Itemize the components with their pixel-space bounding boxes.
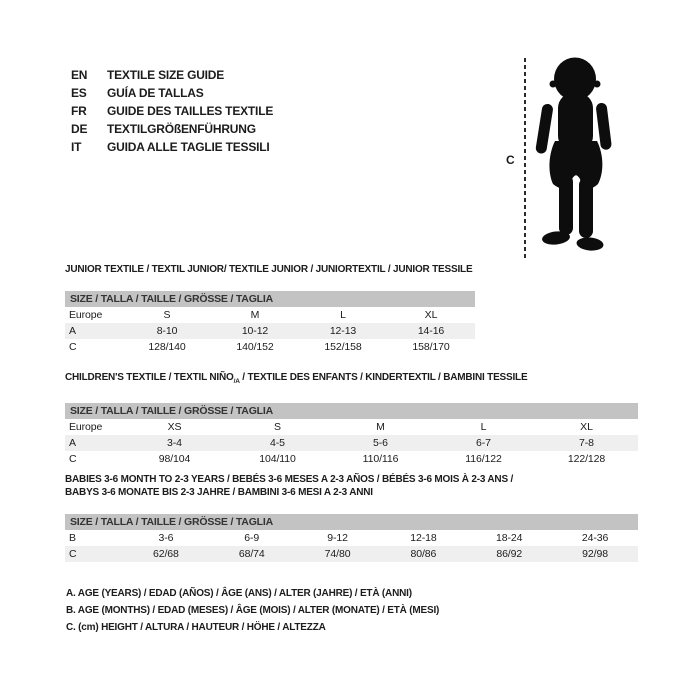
row-cell: 6-9 <box>244 532 260 544</box>
table-row <box>65 451 638 467</box>
row-cell: 74/80 <box>324 548 351 560</box>
size-header-bar: SIZE / TALLA / TAILLE / GRÖSSE / TAGLIA <box>65 291 475 307</box>
language-code: EN <box>71 68 88 82</box>
language-row <box>71 120 273 138</box>
row-cell: 122/128 <box>567 453 606 465</box>
language-label: TEXTILE SIZE GUIDE <box>107 68 225 82</box>
language-label: GUIDE DES TAILLES TEXTILE <box>107 104 274 118</box>
row-cell: XS <box>167 421 182 433</box>
table-row <box>65 530 638 546</box>
row-cell: 9-12 <box>327 532 348 544</box>
size-table-section <box>65 371 638 467</box>
row-cell: XL <box>580 421 593 433</box>
row-cell: S <box>163 309 171 321</box>
row-label: Europe <box>69 421 103 433</box>
row-cell: 12-18 <box>410 532 437 544</box>
language-code: ES <box>71 86 87 100</box>
language-code: IT <box>71 140 82 154</box>
language-row <box>71 84 273 102</box>
table-row <box>65 307 475 323</box>
baby-silhouette <box>531 57 619 253</box>
section-title-text: CHILDREN'S TEXTILE / TEXTIL NIÑO <box>65 372 234 383</box>
table-row <box>65 323 475 339</box>
language-row <box>71 102 273 120</box>
section-title <box>65 473 638 499</box>
language-row <box>71 138 273 156</box>
row-label: B <box>69 532 76 544</box>
row-cell: 86/92 <box>496 548 523 560</box>
table-row <box>65 419 638 435</box>
section-title-line <box>65 486 638 499</box>
language-label: GUIDA ALLE TAGLIE TESSILI <box>107 140 270 154</box>
row-cell: 110/116 <box>362 453 399 465</box>
language-code: FR <box>71 104 87 118</box>
language-code: DE <box>71 122 88 136</box>
row-cell: S <box>274 421 281 433</box>
row-label: C <box>69 453 77 465</box>
section-title-text: / TEXTILE DES ENFANTS / KINDERTEXTIL / BAMBINI TESSILE <box>239 372 528 383</box>
row-cell: L <box>480 421 487 433</box>
section-title-line <box>65 371 638 388</box>
row-label: Europe <box>69 309 103 321</box>
row-cell: 92/98 <box>582 548 608 560</box>
row-label: C <box>69 341 77 353</box>
language-list <box>71 66 273 156</box>
row-cell: 104/110 <box>259 453 296 465</box>
size-header-bar: SIZE / TALLA / TAILLE / GRÖSSE / TAGLIA <box>65 403 638 419</box>
language-label: GUÍA DE TALLAS <box>107 86 204 100</box>
row-cell: 116/122 <box>465 453 502 465</box>
row-cell: 68/74 <box>238 548 265 560</box>
row-cell: M <box>376 421 385 433</box>
language-row <box>71 66 273 84</box>
row-cell: 5-6 <box>373 437 388 449</box>
section-title-text: JUNIOR TEXTILE / TEXTIL JUNIOR/ TEXTILE JUNIOR / JUNIORTEXTIL / JUNIOR TESSILE <box>65 264 473 275</box>
row-cell: 3-6 <box>158 532 174 544</box>
row-cell: 12-13 <box>329 325 357 337</box>
note-line: C. (cm) HEIGHT / ALTURA / HAUTEUR / HÖHE / ALTEZZA <box>66 622 326 633</box>
size-table-section <box>65 473 638 562</box>
row-cell: 8-10 <box>156 325 178 337</box>
row-cell: 158/170 <box>412 341 450 353</box>
row-cell: 4-5 <box>270 437 285 449</box>
note-line: B. AGE (MONTHS) / EDAD (MESES) / ÂGE (MOIS) / ALTER (MONATE) / ETÀ (MESI) <box>66 605 440 616</box>
note-line: A. AGE (YEARS) / EDAD (AÑOS) / ÂGE (ANS) / ALTER (JAHRE) / ETÀ (ANNI) <box>66 588 412 599</box>
section-title-line <box>65 263 475 276</box>
row-cell: L <box>340 309 346 321</box>
size-header-bar: SIZE / TALLA / TAILLE / GRÖSSE / TAGLIA <box>65 514 638 530</box>
row-cell: 3-4 <box>167 437 182 449</box>
section-title-text: /A <box>233 378 240 385</box>
row-cell: 18-24 <box>496 532 523 544</box>
row-cell: 14-16 <box>417 325 445 337</box>
row-label: A <box>69 325 76 337</box>
section-title <box>65 371 638 388</box>
section-title <box>65 263 475 276</box>
section-title-line <box>65 473 638 486</box>
row-cell: 6-7 <box>476 437 491 449</box>
row-cell: 140/152 <box>236 341 274 353</box>
row-cell: M <box>250 309 260 321</box>
row-cell: 128/140 <box>148 341 186 353</box>
row-cell: 7-8 <box>579 437 594 449</box>
size-table-section <box>65 263 475 355</box>
table-row <box>65 435 638 451</box>
table-row <box>65 339 475 355</box>
row-label: A <box>69 437 76 449</box>
height-dashed-line <box>524 58 526 259</box>
footnotes <box>66 585 439 636</box>
table-row <box>65 546 638 562</box>
row-cell: 152/158 <box>324 341 362 353</box>
height-label-c: C <box>506 153 515 167</box>
section-title-text: BABIES 3-6 MONTH TO 2-3 YEARS / BEBÉS 3-6 MESES A 2-3 AÑOS / BÉBÉS 3-6 MOIS À 2-3 ANS / <box>65 474 514 485</box>
row-cell: XL <box>424 309 438 321</box>
row-cell: 10-12 <box>241 325 269 337</box>
row-cell: 80/86 <box>410 548 437 560</box>
row-cell: 62/68 <box>153 548 179 560</box>
section-title-text: BABYS 3-6 MONATE BIS 2-3 JAHRE / BAMBINI 3-6 MESI A 2-3 ANNI <box>65 487 373 498</box>
row-cell: 98/104 <box>158 453 191 465</box>
row-label: C <box>69 548 77 560</box>
row-cell: 24-36 <box>581 532 609 544</box>
language-label: TEXTILGRÖßENFÜHRUNG <box>107 122 256 136</box>
